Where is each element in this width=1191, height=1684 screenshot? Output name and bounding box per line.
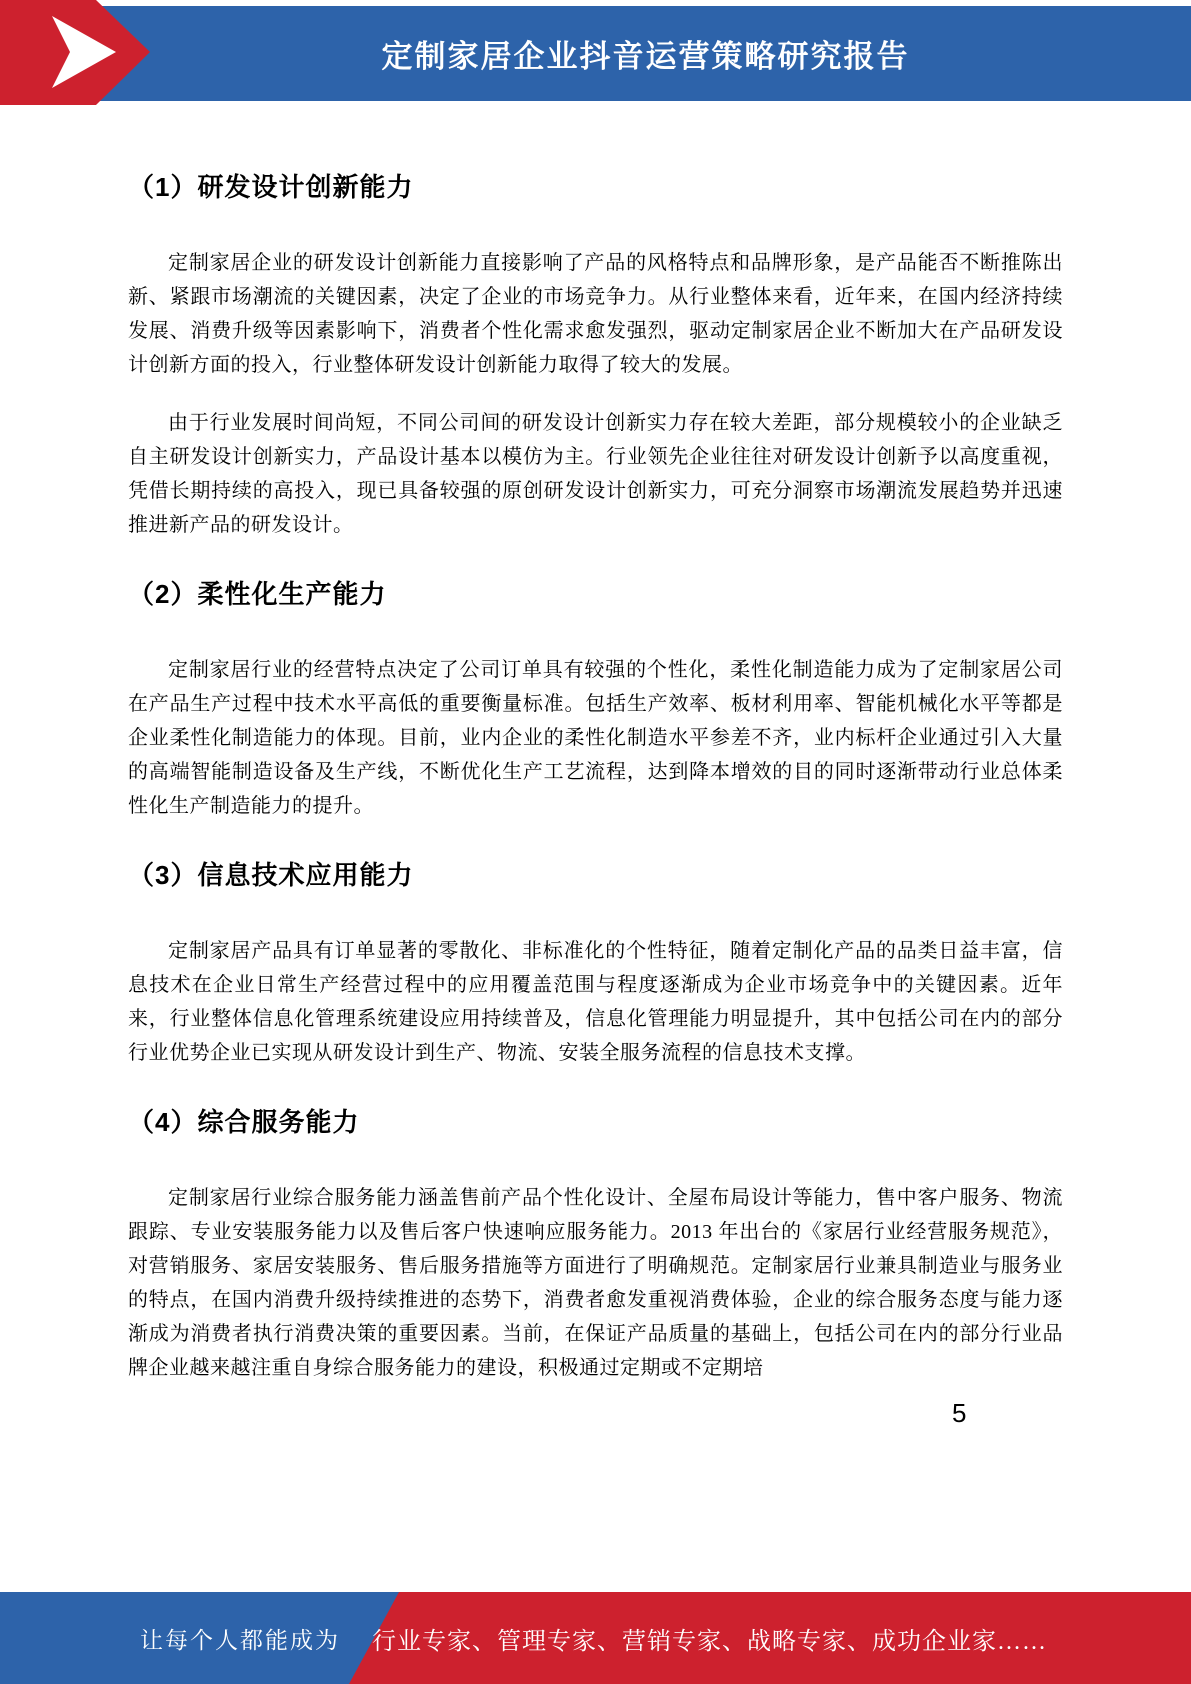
page-footer (0, 1592, 1191, 1684)
section-rd-design-innovation (128, 167, 1063, 542)
section-heading: （3）信息技术应用能力 (128, 860, 414, 890)
body-paragraph: 定制家居企业的研发设计创新能力直接影响了产品的风格特点和品牌形象，是产品能否不断推陈出新、紧跟市场潮流的关键因素，决定了企业的市场竞争力。从行业整体来看，近年来，在国内经济持续发展、消费升级等因素影响下，消费者个性化需求愈发强烈，驱动定制家居企业不断加大在产品研发设计创新方面的投入，行业整体研发设计创新能力取得了较大的发展。 (128, 252, 1063, 376)
section-heading: （1）研发设计创新能力 (128, 172, 414, 202)
section-flexible-production (128, 574, 1063, 823)
section-comprehensive-service (128, 1102, 1063, 1385)
report-title: 定制家居企业抖音运营策略研究报告 (381, 39, 910, 74)
section-heading: （2）柔性化生产能力 (128, 579, 387, 609)
section-heading: （4）综合服务能力 (128, 1107, 360, 1137)
body-paragraph: 定制家居行业的经营特点决定了公司订单具有较强的个性化，柔性化制造能力成为了定制家居公司在产品生产过程中技术水平高低的重要衡量标准。包括生产效率、板材利用率、智能机械化水平等都是企业柔性化制造能力的体现。目前，业内企业的柔性化制造水平参差不齐，业内标杆企业通过引入大量的高端智能制造设备及生产线，不断优化生产工艺流程，达到降本增效的目的同时逐渐带动行业总体柔性化生产制造能力的提升。 (128, 659, 1063, 817)
body-paragraph: 定制家居产品具有订单显著的零散化、非标准化的个性特征，随着定制化产品的品类日益丰富，信息技术在企业日常生产经营过程中的应用覆盖范围与程度逐渐成为企业市场竞争中的关键因素。近年来，行业整体信息化管理系统建设应用持续普及，信息化管理能力明显提升，其中包括公司在内的部分行业优势企业已实现从研发设计到生产、物流、安装全服务流程的信息技术支撑。 (128, 940, 1063, 1064)
section-it-application (128, 855, 1063, 1070)
page-body (0, 105, 1191, 1409)
footer-slogan-right: 行业专家、管理专家、营销专家、战略专家、成功企业家…… (372, 1628, 1047, 1655)
footer-slogan-left: 让每个人都能成为 (140, 1627, 340, 1653)
page-header (0, 0, 1191, 105)
body-paragraph: 由于行业发展时间尚短，不同公司间的研发设计创新实力存在较大差距，部分规模较小的企业缺乏自主研发设计创新实力，产品设计基本以模仿为主。行业领先企业往往对研发设计创新予以高度重视，凭借长期持续的高投入，现已具备较强的原创研发设计创新实力，可充分洞察市场潮流发展趋势并迅速推进新产品的研发设计。 (128, 412, 1063, 536)
header-red-arrow-icon (0, 0, 152, 105)
page-number: 5 (952, 1398, 967, 1428)
body-paragraph: 定制家居行业综合服务能力涵盖售前产品个性化设计、全屋布局设计等能力，售中客户服务、物流跟踪、专业安装服务能力以及售后客户快速响应服务能力。2013 年出台的《家居行业经营服务规范》，对营销服务、家居安装服务、售后服务措施等方面进行了明确规范。定制家居行业兼具制造业与服务业的特点，在国内消费升级持续推进的态势下，消费者愈发重视消费体验，企业的综合服务态度与能力逐渐成为消费者执行消费决策的重要因素。当前，在保证产品质量的基础上，包括公司在内的部分行业品牌企业越来越注重自身综合服务能力的建设，积极通过定期或不定期培 (128, 1187, 1063, 1379)
